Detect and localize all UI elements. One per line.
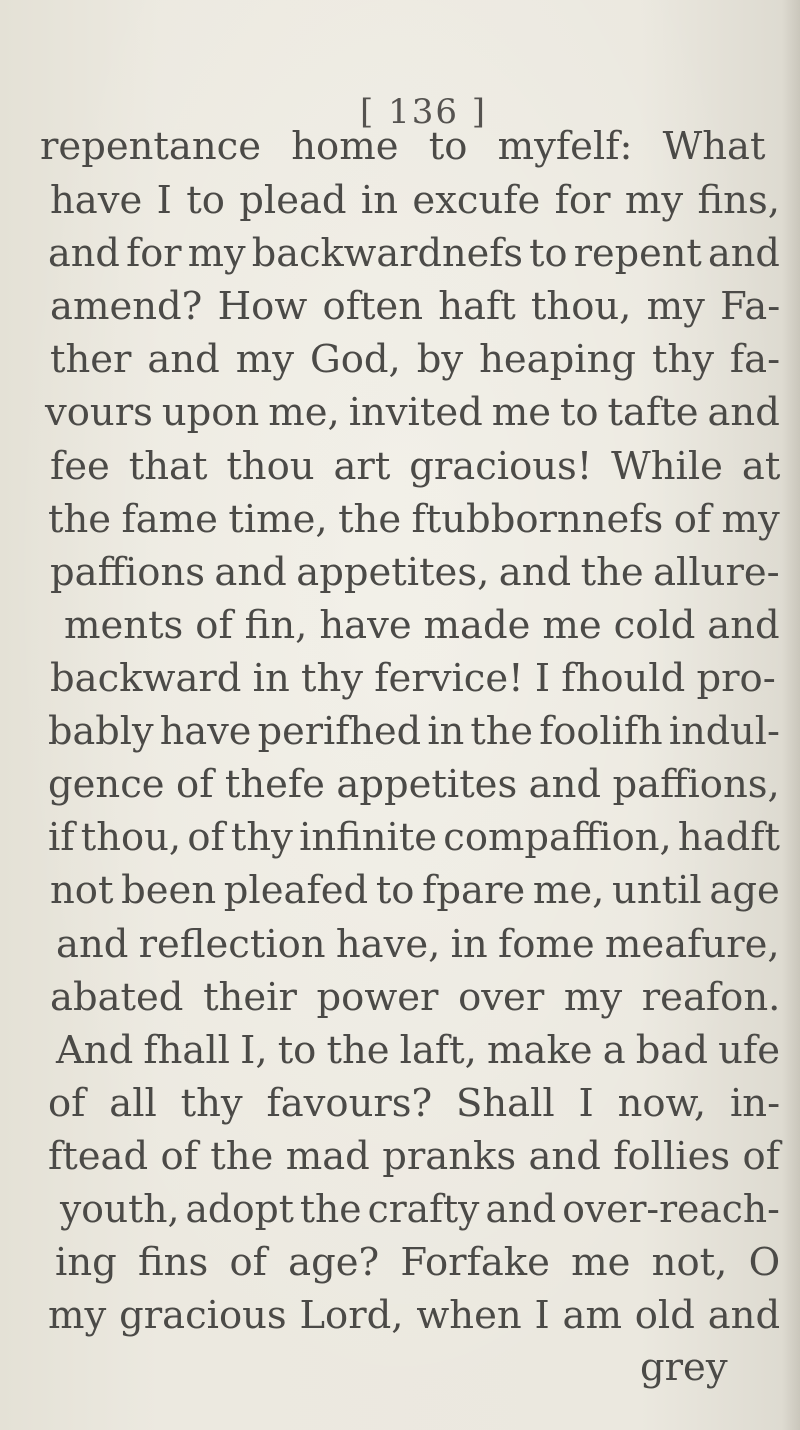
- text-line: not been pleafed to fpare me, until age: [50, 868, 780, 913]
- text-line: amend? How often haft thou, my Fa-: [50, 284, 781, 329]
- text-line: of all thy favours? Shall I now, in-: [48, 1081, 781, 1126]
- text-line: if thou, of thy infinite compaffion, hadft: [48, 815, 780, 860]
- catchword: grey: [640, 1345, 728, 1390]
- text-line: bably have perifhed in the foolifh indul-: [48, 709, 780, 754]
- text-line: backward in thy fervice! I fhould pro-: [50, 656, 776, 701]
- text-line: youth, adopt the crafty and over-reach-: [60, 1187, 780, 1232]
- text-line: have I to plead in excufe for my fins,: [50, 178, 780, 223]
- text-line: ftead of the mad pranks and follies of: [48, 1134, 780, 1179]
- page-gutter-shadow: [782, 0, 800, 1430]
- text-line: fee that thou art gracious! While at: [50, 444, 781, 489]
- text-line: the fame time, the ftubbornnefs of my: [48, 497, 780, 542]
- text-line: my gracious Lord, when I am old and: [48, 1293, 781, 1338]
- text-line: ther and my God, by heaping thy fa-: [50, 337, 781, 382]
- text-line: gence of thefe appetites and paffions,: [48, 762, 780, 807]
- page-number-header: [ 136 ]: [360, 92, 488, 132]
- text-line: And fhall I, to the laft, make a bad ufe: [56, 1028, 780, 1073]
- text-line: abated their power over my reafon.: [50, 975, 781, 1020]
- text-line: ing fins of age? Forfake me not, O: [55, 1240, 781, 1285]
- text-line: paffions and appetites, and the allure-: [50, 550, 780, 595]
- text-line: ments of fin, have made me cold and: [64, 603, 780, 648]
- text-line: vours upon me, invited me to tafte and: [45, 390, 780, 435]
- text-line: repentance home to myfelf: What: [40, 124, 766, 169]
- text-line: and reflection have, in fome meafure,: [56, 922, 780, 967]
- text-line: and for my backwardnefs to repent and: [48, 231, 780, 276]
